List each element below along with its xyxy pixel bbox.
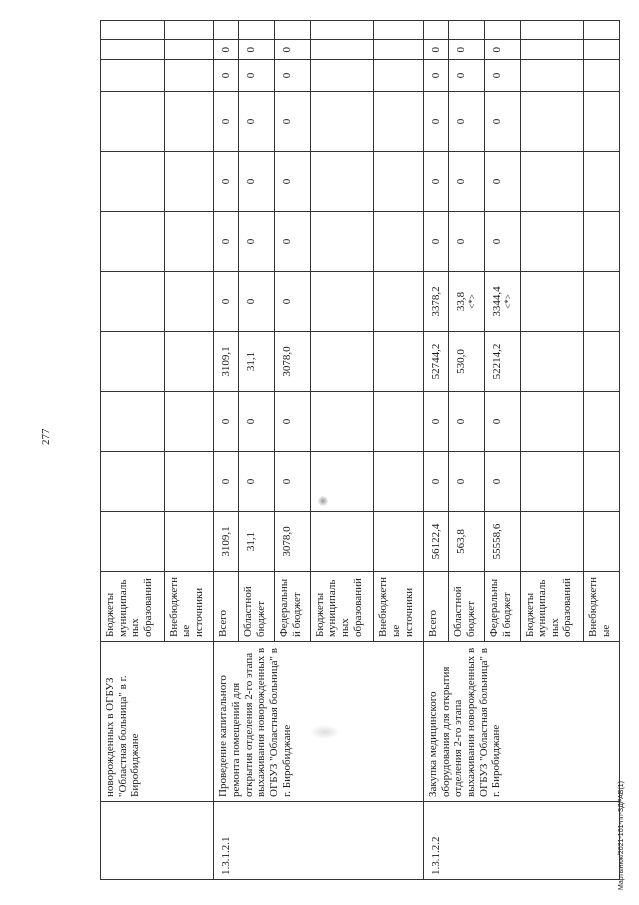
value-cell: [275, 392, 311, 452]
value-cell: [424, 512, 449, 572]
value-cell: [584, 152, 620, 212]
value-text: 0: [455, 47, 468, 53]
row-code: 1.3.1.2.1: [214, 802, 424, 880]
value-cell: [239, 332, 275, 392]
value-cell: [520, 392, 584, 452]
value-text: 0: [245, 178, 258, 185]
value-cell: [484, 272, 520, 332]
value-text: 0: [281, 72, 294, 79]
value-text: 0: [220, 238, 233, 245]
value-cell: [584, 212, 620, 272]
value-cell: [275, 152, 311, 212]
value-cell: [520, 452, 584, 512]
value-cell: [214, 452, 239, 512]
value-cell: [374, 272, 424, 332]
value-text: 0: [245, 72, 258, 79]
value-cell: [275, 40, 311, 60]
value-cell: [424, 392, 449, 452]
value-text: 0: [220, 298, 233, 305]
value-text: 3109,1: [220, 346, 233, 377]
blank-cell: [101, 21, 165, 41]
value-cell: [214, 212, 239, 272]
value-cell: [584, 272, 620, 332]
value-text: 0: [490, 418, 503, 425]
value-cell: [374, 212, 424, 272]
value-cell: [520, 332, 584, 392]
value-cell: [275, 92, 311, 152]
value-cell: [584, 60, 620, 92]
value-cell: [239, 60, 275, 92]
value-cell: [449, 452, 485, 512]
table-row: [214, 21, 239, 880]
value-cell: [101, 92, 165, 152]
value-cell: [101, 512, 165, 572]
value-text: 0: [430, 238, 443, 245]
value-cell: [484, 152, 520, 212]
funding-source: Федеральный бюджет: [275, 572, 311, 642]
value-cell: [424, 40, 449, 60]
blank-cell: [239, 21, 275, 41]
value-cell: [101, 452, 165, 512]
value-cell: [275, 332, 311, 392]
blank-cell: [164, 21, 214, 41]
value-text: 0: [245, 298, 258, 305]
funding-source: Бюджеты муниципальных образований: [520, 572, 584, 642]
funding-source: Внебюджетные источники: [374, 572, 424, 642]
blank-cell: [584, 21, 620, 41]
value-cell: [584, 452, 620, 512]
value-cell: [374, 452, 424, 512]
value-text: 3109,1: [220, 526, 233, 557]
value-cell: [424, 60, 449, 92]
value-cell: [520, 92, 584, 152]
row-description: Закупка медицинского оборудования для открытия отделения 2-го этапа выхаживания новорожденных в ОГБУЗ "Областная больница" в г. Биробиджане: [424, 642, 620, 802]
value-cell: [101, 332, 165, 392]
value-cell: [164, 512, 214, 572]
blank-cell: [214, 21, 239, 41]
scan-smudge: [310, 725, 340, 739]
value-cell: [374, 92, 424, 152]
value-text: 0: [430, 418, 443, 425]
value-cell: [275, 60, 311, 92]
value-cell: [520, 212, 584, 272]
scan-smudge: [318, 495, 328, 507]
value-cell: [164, 60, 214, 92]
value-cell: [101, 152, 165, 212]
value-text: 3344,4: [490, 286, 503, 317]
value-cell: [484, 60, 520, 92]
value-text: 0: [245, 47, 258, 53]
value-text: 0: [490, 72, 503, 79]
value-text: 0: [245, 238, 258, 245]
value-cell: [584, 40, 620, 60]
value-cell: [239, 392, 275, 452]
value-cell: [214, 392, 239, 452]
value-cell: [449, 332, 485, 392]
value-text: 31,1: [245, 351, 258, 372]
value-cell: [484, 92, 520, 152]
value-text: 0: [430, 478, 443, 485]
value-cell: [449, 60, 485, 92]
blank-cell: [275, 21, 311, 41]
value-text: 0: [455, 418, 468, 425]
value-cell: [239, 152, 275, 212]
funding-source: Всего: [214, 572, 239, 642]
value-text: 0: [220, 178, 233, 185]
value-cell: [374, 60, 424, 92]
value-cell: [424, 272, 449, 332]
budget-table: [100, 20, 620, 880]
value-text: 0: [281, 418, 294, 425]
value-text: 33,8: [455, 291, 468, 312]
footnote-marker: <*>: [466, 294, 477, 309]
value-text: 52744,2: [430, 343, 443, 380]
value-cell: [310, 512, 374, 572]
value-text: 0: [455, 238, 468, 245]
value-cell: [164, 152, 214, 212]
value-text: 563,8: [455, 529, 468, 554]
value-cell: [164, 332, 214, 392]
value-cell: [374, 152, 424, 212]
budget-table-container: [100, 20, 620, 880]
blank-cell: [484, 21, 520, 41]
value-text: 0: [281, 118, 294, 125]
funding-source: Всего: [424, 572, 449, 642]
value-text: 0: [430, 72, 443, 79]
value-cell: [310, 92, 374, 152]
value-cell: [275, 272, 311, 332]
value-text: 0: [220, 478, 233, 485]
value-cell: [374, 392, 424, 452]
value-cell: [214, 152, 239, 212]
value-text: 0: [220, 418, 233, 425]
value-cell: [214, 92, 239, 152]
value-text: 55558,6: [490, 523, 503, 560]
value-cell: [424, 152, 449, 212]
value-cell: [164, 392, 214, 452]
value-text: 0: [245, 478, 258, 485]
value-cell: [310, 40, 374, 60]
value-cell: [214, 60, 239, 92]
value-text: 56122,4: [430, 523, 443, 560]
page-number: 277: [40, 428, 52, 445]
value-cell: [520, 272, 584, 332]
funding-source: Внебюджетные источники: [164, 572, 214, 642]
value-text: 0: [245, 118, 258, 125]
value-cell: [275, 452, 311, 512]
value-text: 0: [490, 238, 503, 245]
value-cell: [164, 92, 214, 152]
value-cell: [374, 40, 424, 60]
value-text: 0: [490, 118, 503, 125]
value-cell: [424, 332, 449, 392]
value-text: 0: [430, 47, 443, 53]
funding-source: Внебюджетные: [584, 572, 620, 642]
value-cell: [449, 152, 485, 212]
blank-cell: [310, 21, 374, 41]
value-text: 0: [245, 418, 258, 425]
value-cell: [275, 212, 311, 272]
value-cell: [310, 392, 374, 452]
value-cell: [214, 512, 239, 572]
value-text: 0: [455, 178, 468, 185]
value-cell: [239, 512, 275, 572]
value-text: 0: [490, 478, 503, 485]
value-text: 3378,2: [430, 286, 443, 317]
value-cell: [164, 40, 214, 60]
value-cell: [310, 152, 374, 212]
value-cell: [584, 332, 620, 392]
footnote-marker: <*>: [502, 294, 513, 309]
value-cell: [310, 272, 374, 332]
value-cell: [275, 512, 311, 572]
value-text: 52214,2: [490, 343, 503, 380]
value-cell: [424, 212, 449, 272]
value-text: 0: [281, 178, 294, 185]
row-description: новорожденных в ОГБУЗ "Областная больница" в г. Биробиджане: [101, 642, 214, 802]
funding-source: Областной бюджет: [239, 572, 275, 642]
value-cell: [520, 512, 584, 572]
value-text: 0: [430, 178, 443, 185]
funding-source: Бюджеты муниципальных образований: [310, 572, 374, 642]
value-cell: [484, 512, 520, 572]
funding-source: Бюджеты муниципальных образований: [101, 572, 165, 642]
value-cell: [484, 40, 520, 60]
value-cell: [101, 60, 165, 92]
value-cell: [101, 272, 165, 332]
value-cell: [164, 452, 214, 512]
value-cell: [374, 332, 424, 392]
row-code: [101, 802, 214, 880]
blank-cell: [374, 21, 424, 41]
value-cell: [214, 272, 239, 332]
value-cell: [484, 452, 520, 512]
value-cell: [101, 212, 165, 272]
blank-cell: [520, 21, 584, 41]
blank-cell: [449, 21, 485, 41]
value-cell: [449, 272, 485, 332]
blank-cell: [424, 21, 449, 41]
row-code: 1.3.1.2.2: [424, 802, 620, 880]
value-text: 0: [430, 118, 443, 125]
value-cell: [239, 212, 275, 272]
document-code: Мартынюк/2021-101-nn-ЗДРАВ(1): [618, 781, 625, 890]
value-cell: [310, 332, 374, 392]
table-row: [424, 21, 449, 880]
value-text: 0: [455, 118, 468, 125]
value-text: 0: [220, 47, 233, 53]
value-text: 0: [490, 178, 503, 185]
value-text: 530,0: [455, 349, 468, 374]
value-cell: [424, 452, 449, 512]
value-cell: [584, 392, 620, 452]
value-cell: [584, 92, 620, 152]
value-cell: [449, 40, 485, 60]
value-text: 3078,0: [281, 526, 294, 557]
value-cell: [520, 60, 584, 92]
value-cell: [310, 212, 374, 272]
value-cell: [484, 392, 520, 452]
value-text: 0: [455, 478, 468, 485]
value-cell: [374, 512, 424, 572]
row-description: Проведение капитального ремонта помещений для открытия отделения 2-го этапа выхаживания новорожденных в ОГБУЗ "Областная больница" в г. Биробиджане: [214, 642, 424, 802]
value-cell: [101, 392, 165, 452]
value-cell: [164, 212, 214, 272]
value-cell: [520, 152, 584, 212]
funding-source: Областной бюджет: [449, 572, 485, 642]
value-cell: [214, 40, 239, 60]
value-cell: [239, 452, 275, 512]
value-text: 31,1: [245, 531, 258, 552]
value-cell: [310, 60, 374, 92]
funding-source: Федеральный бюджет: [484, 572, 520, 642]
value-text: 0: [281, 478, 294, 485]
value-cell: [164, 272, 214, 332]
value-text: 0: [281, 298, 294, 305]
value-cell: [239, 272, 275, 332]
table-row: [101, 21, 165, 880]
value-cell: [484, 332, 520, 392]
value-cell: [449, 212, 485, 272]
value-text: 0: [455, 72, 468, 79]
value-text: 0: [281, 47, 294, 53]
value-text: 0: [220, 72, 233, 79]
value-text: 3078,0: [281, 346, 294, 377]
value-cell: [584, 512, 620, 572]
value-text: 0: [220, 118, 233, 125]
value-text: 0: [490, 47, 503, 53]
value-cell: [449, 392, 485, 452]
value-cell: [484, 212, 520, 272]
value-cell: [214, 332, 239, 392]
value-cell: [449, 92, 485, 152]
value-cell: [424, 92, 449, 152]
value-cell: [239, 92, 275, 152]
value-cell: [449, 512, 485, 572]
value-cell: [520, 40, 584, 60]
value-text: 0: [281, 238, 294, 245]
value-cell: [101, 40, 165, 60]
value-cell: [239, 40, 275, 60]
